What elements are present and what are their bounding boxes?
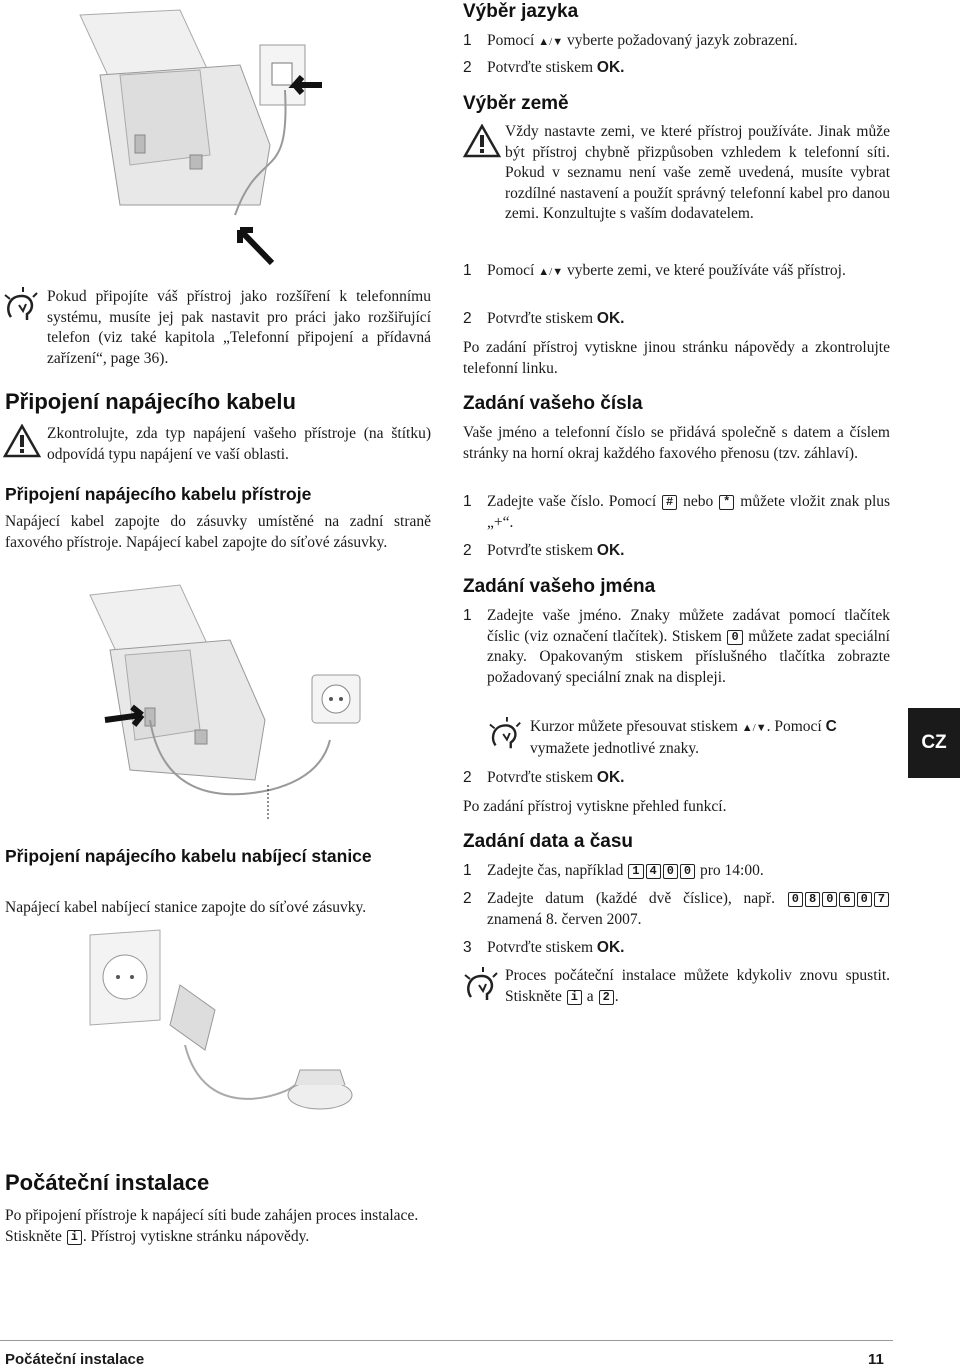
tip-lightbulb-icon — [3, 287, 41, 323]
step-number: 1 — [463, 262, 472, 279]
step-text: pro 14:00. — [699, 862, 764, 879]
digit-key: 0 — [680, 864, 695, 879]
device-cable-heading: Připojení napájecího kabelu přístroje — [5, 484, 312, 504]
step-number: 2 — [463, 310, 472, 327]
number-intro: Vaše jméno a telefonní číslo se přidává společně s datem a číslem stránky na horní okraj každého faxového přenosu (tzv. záhlaví). — [463, 424, 890, 462]
up-down-arrows-icon: ▲/▼ — [538, 266, 564, 278]
digit-key: 4 — [646, 864, 661, 879]
ok-key-label: OK. — [596, 59, 625, 76]
digit-key: 0 — [857, 892, 872, 907]
ok-key-label: OK. — [596, 939, 625, 956]
initial-install-heading: Počáteční instalace — [5, 1170, 210, 1195]
initial-install-text — [5, 1206, 431, 1247]
tip-text: vymažete jednotlivé znaky. — [530, 739, 699, 757]
date-step-1 — [463, 861, 890, 882]
digit-key: 0 — [822, 892, 837, 907]
c-key-label: C — [825, 718, 837, 735]
device-cable-text: Napájecí kabel zapojte do zásuvky umístěné na zadní straně faxového přístroje. Napájecí kabel zapojte do síťové zásuvky. — [5, 513, 431, 551]
step-text: Potvrďte stiskem — [487, 769, 594, 786]
tip-lightbulb-icon — [463, 967, 501, 1003]
country-step-2 — [463, 309, 893, 330]
footer-section-title: Počáteční instalace — [5, 1351, 145, 1368]
step-text: Pomocí — [487, 32, 535, 49]
language-step-1 — [463, 31, 893, 53]
initial-text-part2: . Přístroj vytiskne stránku nápovědy. — [82, 1227, 310, 1245]
step-text: Potvrďte stiskem — [487, 542, 594, 559]
step-text: vyberte zemi, ve které používáte váš přístroj. — [566, 262, 846, 279]
country-after-text: Po zadání přístroj vytiskne jinou stránku nápovědy a zkontrolujte telefonní linku. — [463, 339, 890, 377]
number-step-2 — [463, 541, 893, 562]
number-heading: Zadání vašeho čísla — [463, 393, 643, 414]
step-text: vyberte požadovaný jazyk zobrazení. — [566, 32, 798, 49]
date-step-2 — [463, 889, 890, 930]
country-step-1 — [463, 261, 890, 283]
country-heading: Výběr země — [463, 93, 569, 114]
digit-key: 8 — [805, 892, 820, 907]
initial-text-part1: Po připojení přístroje k napájecí síti bude zahájen proces instalace. Stiskněte — [5, 1207, 419, 1245]
info-key: i — [567, 990, 582, 1005]
charger-illustration — [85, 925, 365, 1125]
footer-divider — [0, 1340, 893, 1341]
step-text: můžete zadat speciální znaky. Opakovaným stiskem příslušného tlačítka zobrazte požadovaný speciální znak na displeji. — [487, 627, 890, 686]
step-text: Zadejte vaše jméno. Znaky můžete zadávat pomocí tlačítek číslic (viz označení tlačítek). Stiskem — [487, 607, 890, 645]
fax-power-cable-illustration — [80, 580, 380, 825]
date-heading: Zadání data a času — [463, 831, 634, 852]
ok-key-label: OK. — [596, 310, 625, 327]
ok-key-label: OK. — [596, 769, 625, 786]
digit-key: 0 — [788, 892, 803, 907]
digit-key: 0 — [663, 864, 678, 879]
ok-key-label: OK. — [596, 542, 625, 559]
charger-cable-text: Napájecí kabel nabíjecí stanice zapojte do síťové zásuvky. — [5, 899, 367, 916]
tip-text: a — [586, 987, 594, 1005]
name-step-2 — [463, 768, 893, 789]
step-number: 1 — [463, 607, 472, 624]
step-text: Zadejte čas, například — [487, 862, 624, 879]
step-text: Potvrďte stiskem — [487, 310, 594, 327]
step-number: 2 — [463, 59, 472, 76]
digit-key: 2 — [599, 990, 614, 1005]
step-text: Zadejte vaše číslo. Pomocí — [487, 493, 657, 510]
step-text: znamená 8. červen 2007. — [487, 910, 642, 928]
tip-text: Kurzor můžete přesouvat stiskem — [530, 718, 738, 735]
power-cable-heading: Připojení napájecího kabelu — [5, 389, 296, 414]
step-text: nebo — [683, 493, 714, 510]
step-number: 2 — [463, 769, 472, 786]
tip-text: Proces počáteční instalace můžete kdykoliv znovu spustit. Stiskněte — [505, 967, 890, 1005]
step-text: Potvrďte stiskem — [487, 59, 594, 76]
tip-note-system-extension: Pokud připojíte váš přístroj jako rozšíření k telefonnímu systému, musíte jej pak nastavit pro práci jako rozšiřující telefon (viz také kapitola „Telefonní připojení a přídavná zařízení“, page 36). — [47, 288, 431, 367]
up-down-arrows-icon: ▲/▼ — [741, 722, 767, 734]
digit-key: 6 — [839, 892, 854, 907]
up-down-arrows-icon: ▲/▼ — [538, 36, 564, 48]
step-number: 3 — [463, 939, 472, 956]
number-step-1 — [463, 492, 890, 533]
tip-lightbulb-icon — [488, 716, 524, 752]
language-heading: Výběr jazyka — [463, 1, 579, 22]
step-text: Potvrďte stiskem — [487, 939, 594, 956]
tip-text: . Pomocí — [766, 718, 822, 735]
charger-cable-heading: Připojení napájecího kabelu nabíjecí stanice — [5, 846, 372, 866]
date-tip-text: Proces počáteční instalace můžete kdykoliv znovu spustit. Stiskněte i a 2 . — [505, 967, 890, 1005]
fax-phone-line-illustration — [60, 5, 380, 270]
power-warning-text: Zkontrolujte, zda typ napájení vašeho přístroje (na štítku) odpovídá typu napájení ve vaší oblasti. — [47, 425, 431, 463]
step-number: 1 — [463, 493, 472, 510]
footer-page-number: 11 — [868, 1351, 884, 1368]
zero-key: 0 — [727, 630, 742, 645]
language-step-2 — [463, 58, 893, 79]
step-number: 1 — [463, 32, 472, 49]
warning-triangle-icon — [463, 124, 501, 158]
name-tip-text — [530, 717, 890, 759]
date-step-3 — [463, 938, 893, 959]
step-text: Pomocí — [487, 262, 535, 279]
digit-key: 1 — [628, 864, 643, 879]
step-number: 2 — [463, 890, 472, 907]
info-key: i — [67, 1230, 82, 1245]
name-step-1 — [463, 606, 890, 688]
warning-triangle-icon — [3, 424, 41, 458]
hash-key: # — [662, 495, 677, 510]
language-badge: CZ — [908, 708, 960, 778]
country-warning-text: Vždy nastavte zemi, ve které přístroj používáte. Jinak může být přístroj chybně přizpůsoben vzhledem k telefonní síti. Pokud v seznamu není vaše země uvedená, musíte vybrat rozdílné nastavení a použít správný telefonní kabel pro danou zemi. Konzultujte s vaším dodavatelem. — [505, 123, 890, 222]
step-text: můžete vložit znak plus „+“. — [487, 493, 891, 531]
name-heading: Zadání vašeho jména — [463, 576, 656, 597]
digit-key: 7 — [874, 892, 889, 907]
star-key: * — [719, 495, 734, 510]
step-text: Zadejte datum (každé dvě číslice), např. — [487, 890, 775, 907]
step-number: 1 — [463, 862, 472, 879]
name-after-text: Po zadání přístroj vytiskne přehled funkcí. — [463, 798, 727, 815]
step-number: 2 — [463, 542, 472, 559]
